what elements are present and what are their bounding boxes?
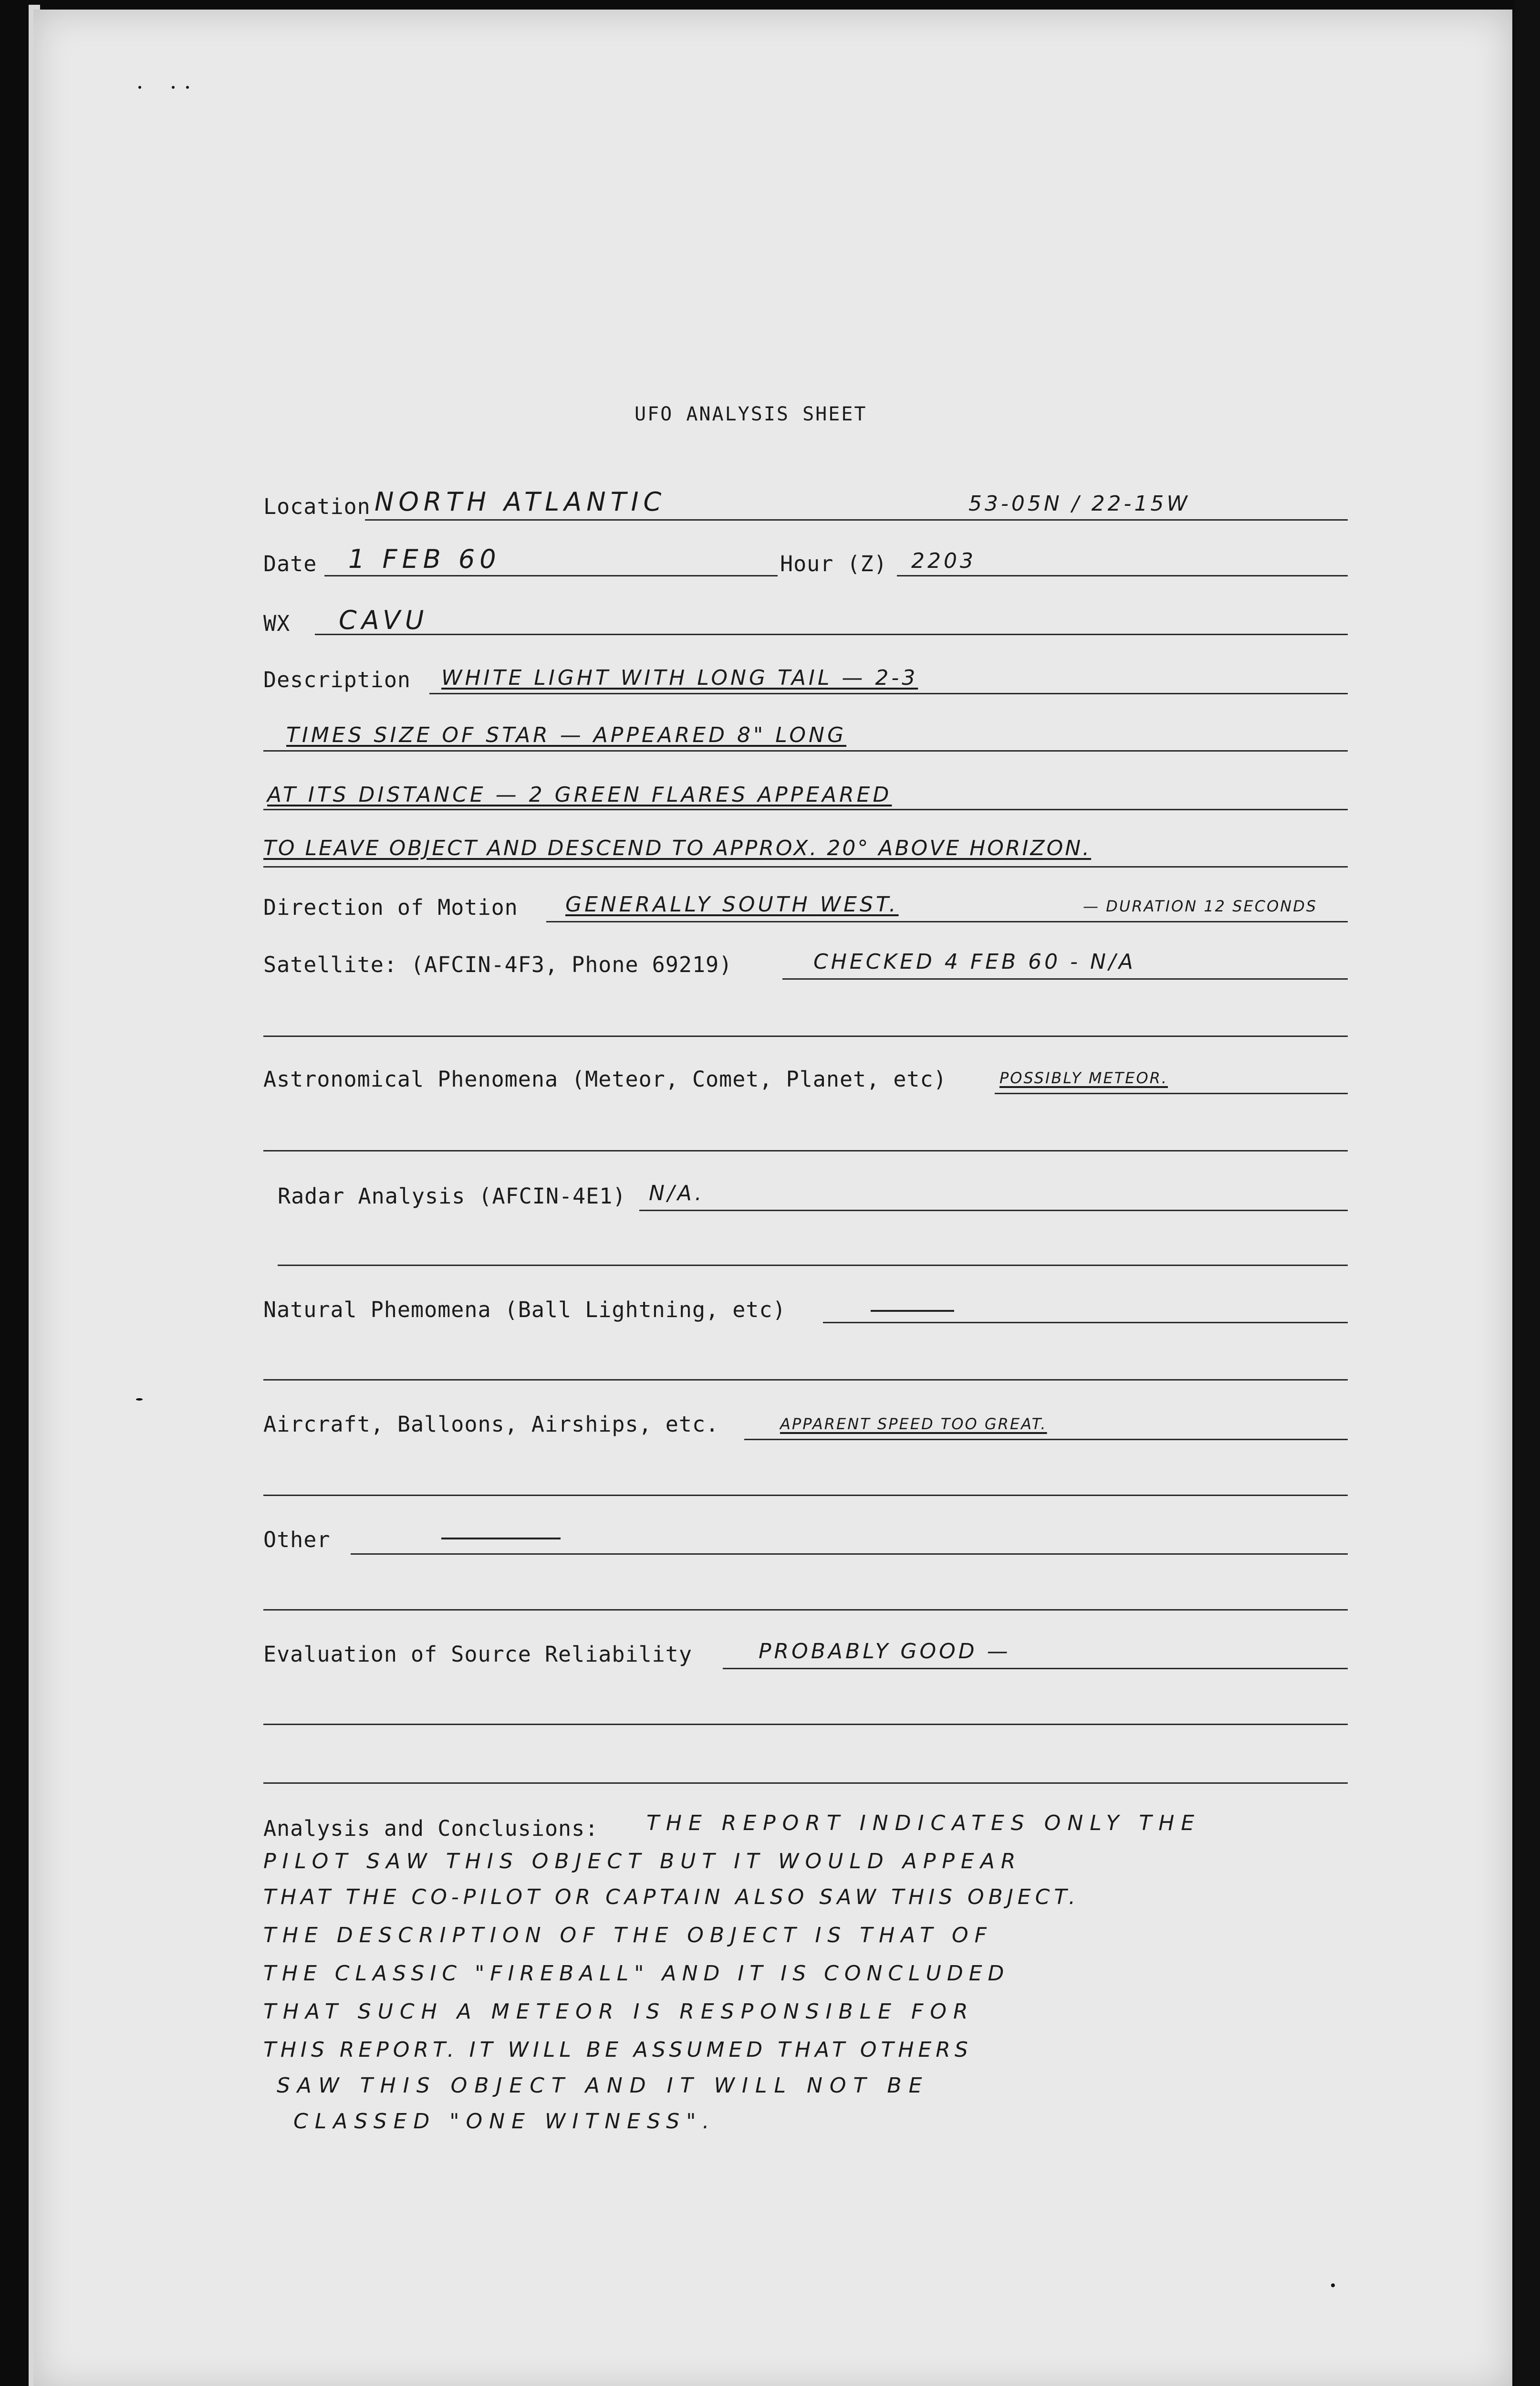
natural-line-2 xyxy=(263,1379,1348,1381)
radar-value: N/A. xyxy=(649,1181,705,1205)
description-rule-2 xyxy=(263,750,1348,752)
aircraft-line-2 xyxy=(263,1495,1348,1496)
radar-line xyxy=(639,1210,1348,1211)
natural-label: Natural Phemomena (Ball Lightning, etc) xyxy=(263,1297,786,1322)
location-label: Location xyxy=(263,494,371,519)
date-line xyxy=(324,575,778,576)
description-line-2: TIMES SIZE OF STAR — APPEARED 8" LONG xyxy=(286,723,847,747)
satellite-value: CHECKED 4 FEB 60 - N/A xyxy=(813,950,1136,974)
analysis-line-5: THE CLASSIC "FIREBALL" AND IT IS CONCLUDED xyxy=(263,1961,1010,1986)
natural-dash-mark xyxy=(871,1310,954,1312)
wx-value: CAVU xyxy=(339,605,429,635)
location-line xyxy=(365,519,1348,521)
hour-value: 2203 xyxy=(911,549,976,573)
direction-label: Direction of Motion xyxy=(263,895,518,920)
date-value: 1 FEB 60 xyxy=(348,544,501,574)
date-label: Date xyxy=(263,551,317,576)
direction-value: GENERALLY SOUTH WEST. xyxy=(565,892,899,917)
satellite-line xyxy=(782,978,1348,980)
astronomical-value: POSSIBLY METEOR. xyxy=(999,1069,1168,1087)
natural-line xyxy=(823,1322,1348,1323)
description-line-3: AT ITS DISTANCE — 2 GREEN FLARES APPEARED xyxy=(267,783,892,807)
reliability-label: Evaluation of Source Reliability xyxy=(263,1642,692,1667)
astronomical-label: Astronomical Phenomena (Meteor, Comet, Planet, etc) xyxy=(263,1067,947,1092)
description-line-1: WHITE LIGHT WITH LONG TAIL — 2-3 xyxy=(441,666,918,690)
reliability-line-3 xyxy=(263,1782,1348,1784)
description-line-4: TO LEAVE OBJECT AND DESCEND TO APPROX. 20° ABOVE HORIZON. xyxy=(263,836,1092,860)
other-label: Other xyxy=(263,1527,331,1552)
other-dash-mark xyxy=(441,1538,561,1539)
aircraft-label: Aircraft, Balloons, Airships, etc. xyxy=(263,1412,719,1437)
description-rule-4 xyxy=(263,866,1348,868)
aircraft-line xyxy=(744,1439,1348,1440)
document-page xyxy=(33,10,1512,2386)
scan-speck xyxy=(1331,2283,1335,2287)
analysis-line-1: THE REPORT INDICATES ONLY THE xyxy=(646,1811,1201,1835)
location-value: NORTH ATLANTIC xyxy=(375,487,666,517)
scan-speck xyxy=(138,86,141,89)
analysis-line-4: THE DESCRIPTION OF THE OBJECT IS THAT OF xyxy=(263,1923,993,1947)
reliability-line-2 xyxy=(263,1724,1348,1725)
hour-label: Hour (Z) xyxy=(780,551,887,576)
other-line-2 xyxy=(263,1609,1348,1611)
form-title: UFO ANALYSIS SHEET xyxy=(635,403,867,425)
description-rule-3 xyxy=(263,809,1348,810)
satellite-line-2 xyxy=(263,1036,1348,1037)
coordinates-value: 53-05N / 22-15W xyxy=(968,492,1190,516)
analysis-line-8: SAW THIS OBJECT AND IT WILL NOT BE xyxy=(277,2073,929,2098)
scan-speck xyxy=(136,1398,143,1401)
scan-speck xyxy=(172,86,175,89)
analysis-label: Analysis and Conclusions: xyxy=(263,1816,599,1841)
analysis-line-9: CLASSED "ONE WITNESS". xyxy=(293,2109,716,2134)
scan-border-right xyxy=(1515,0,1540,2386)
direction-line xyxy=(546,921,1348,922)
other-line xyxy=(351,1553,1348,1555)
radar-label: Radar Analysis (AFCIN-4E1) xyxy=(278,1183,626,1209)
analysis-line-2: PILOT SAW THIS OBJECT BUT IT WOULD APPEAR xyxy=(263,1849,1022,1873)
scan-speck xyxy=(186,86,189,89)
analysis-line-3: THAT THE CO-PILOT OR CAPTAIN ALSO SAW THIS OBJECT. xyxy=(263,1885,1080,1909)
astronomical-line xyxy=(995,1093,1348,1094)
hour-line xyxy=(897,575,1348,576)
wx-line xyxy=(315,634,1348,635)
analysis-line-6: THAT SUCH A METEOR IS RESPONSIBLE FOR xyxy=(263,1999,975,2024)
reliability-value: PROBABLY GOOD — xyxy=(759,1639,1011,1664)
wx-label: WX xyxy=(263,611,291,636)
radar-line-2 xyxy=(278,1265,1348,1266)
aircraft-value: APPARENT SPEED TOO GREAT. xyxy=(780,1415,1047,1433)
analysis-line-7: THIS REPORT. IT WILL BE ASSUMED THAT OTHERS xyxy=(263,2038,972,2062)
description-rule-1 xyxy=(429,693,1348,694)
description-label: Description xyxy=(263,667,411,692)
reliability-line xyxy=(723,1668,1348,1669)
astronomical-line-2 xyxy=(263,1150,1348,1151)
duration-value: — DURATION 12 SECONDS xyxy=(1083,897,1318,915)
satellite-label: Satellite: (AFCIN-4F3, Phone 69219) xyxy=(263,952,733,977)
